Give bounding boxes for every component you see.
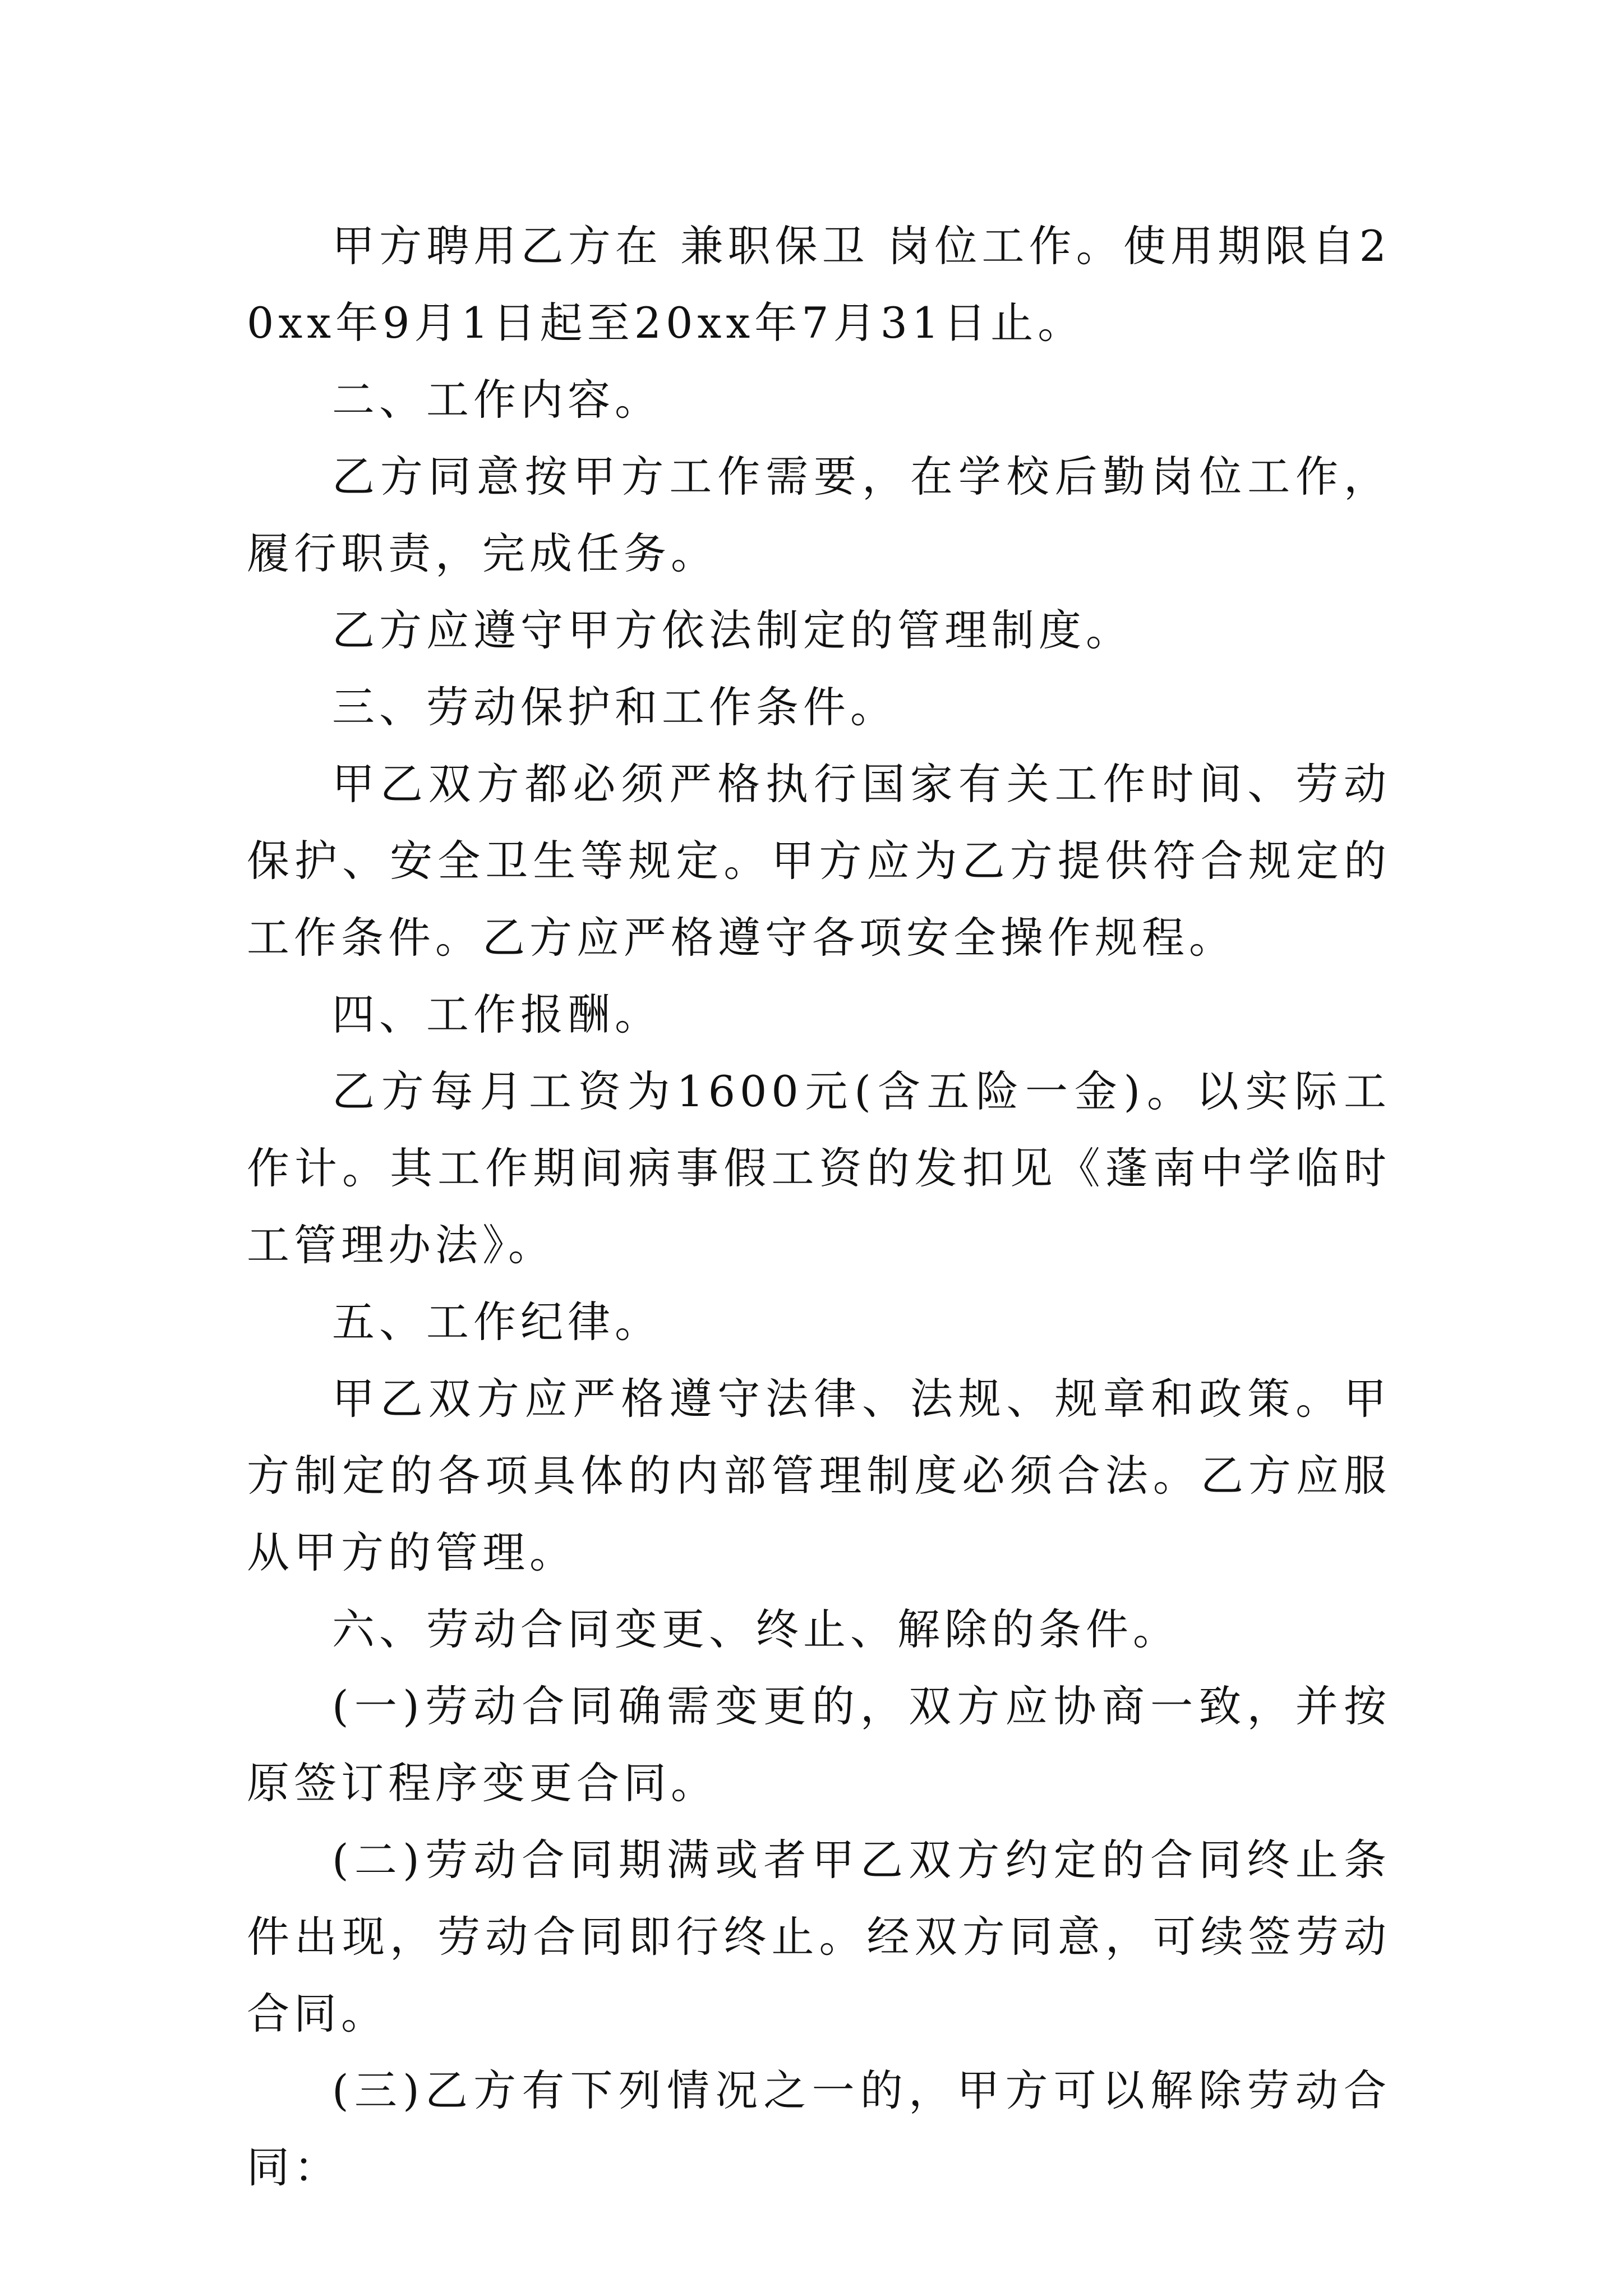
paragraph-salary: 乙方每月工资为1600元(含五险一金)。以实际工作计。其工作期间病事假工资的发扣见《蓬南中学临时工管理办法》。 bbox=[247, 1066, 1391, 1270]
paragraph-employment-term: 甲方聘用乙方在 兼职保卫 岗位工作。使用期限自20xx年9月1日起至20xx年7月31日止。 bbox=[247, 221, 1391, 348]
heading-work-discipline: 五、工作纪律。 bbox=[332, 1297, 662, 1347]
paragraph-discipline: 甲乙双方应严格遵守法律、法规、规章和政策。甲方制定的各项具体的内部管理制度必须合法。乙方应服从甲方的管理。 bbox=[247, 1374, 1391, 1577]
paragraph-clause-1: (一)劳动合同确需变更的，双方应协商一致，并按原签订程序变更合同。 bbox=[247, 1681, 1391, 1808]
paragraph-clause-3: (三)乙方有下列情况之一的，甲方可以解除劳动合同： bbox=[247, 2065, 1391, 2192]
heading-contract-change: 六、劳动合同变更、终止、解除的条件。 bbox=[332, 1604, 1180, 1654]
heading-remuneration: 四、工作报酬。 bbox=[332, 990, 662, 1039]
paragraph-work-duties: 乙方同意按甲方工作需要，在学校后勤岗位工作，履行职责，完成任务。 bbox=[247, 452, 1391, 578]
paragraph-management-rules: 乙方应遵守甲方依法制定的管理制度。 bbox=[332, 605, 1133, 655]
document-page bbox=[247, 208, 1391, 2206]
heading-labor-protection: 三、劳动保护和工作条件。 bbox=[332, 682, 897, 732]
heading-work-content: 二、工作内容。 bbox=[332, 375, 662, 425]
paragraph-clause-2: (二)劳动合同期满或者甲乙双方约定的合同终止条件出现，劳动合同即行终止。经双方同意，可续签劳动合同。 bbox=[247, 1835, 1391, 2039]
paragraph-safety-rules: 甲乙双方都必须严格执行国家有关工作时间、劳动保护、安全卫生等规定。甲方应为乙方提供符合规定的工作条件。乙方应严格遵守各项安全操作规程。 bbox=[247, 759, 1391, 963]
